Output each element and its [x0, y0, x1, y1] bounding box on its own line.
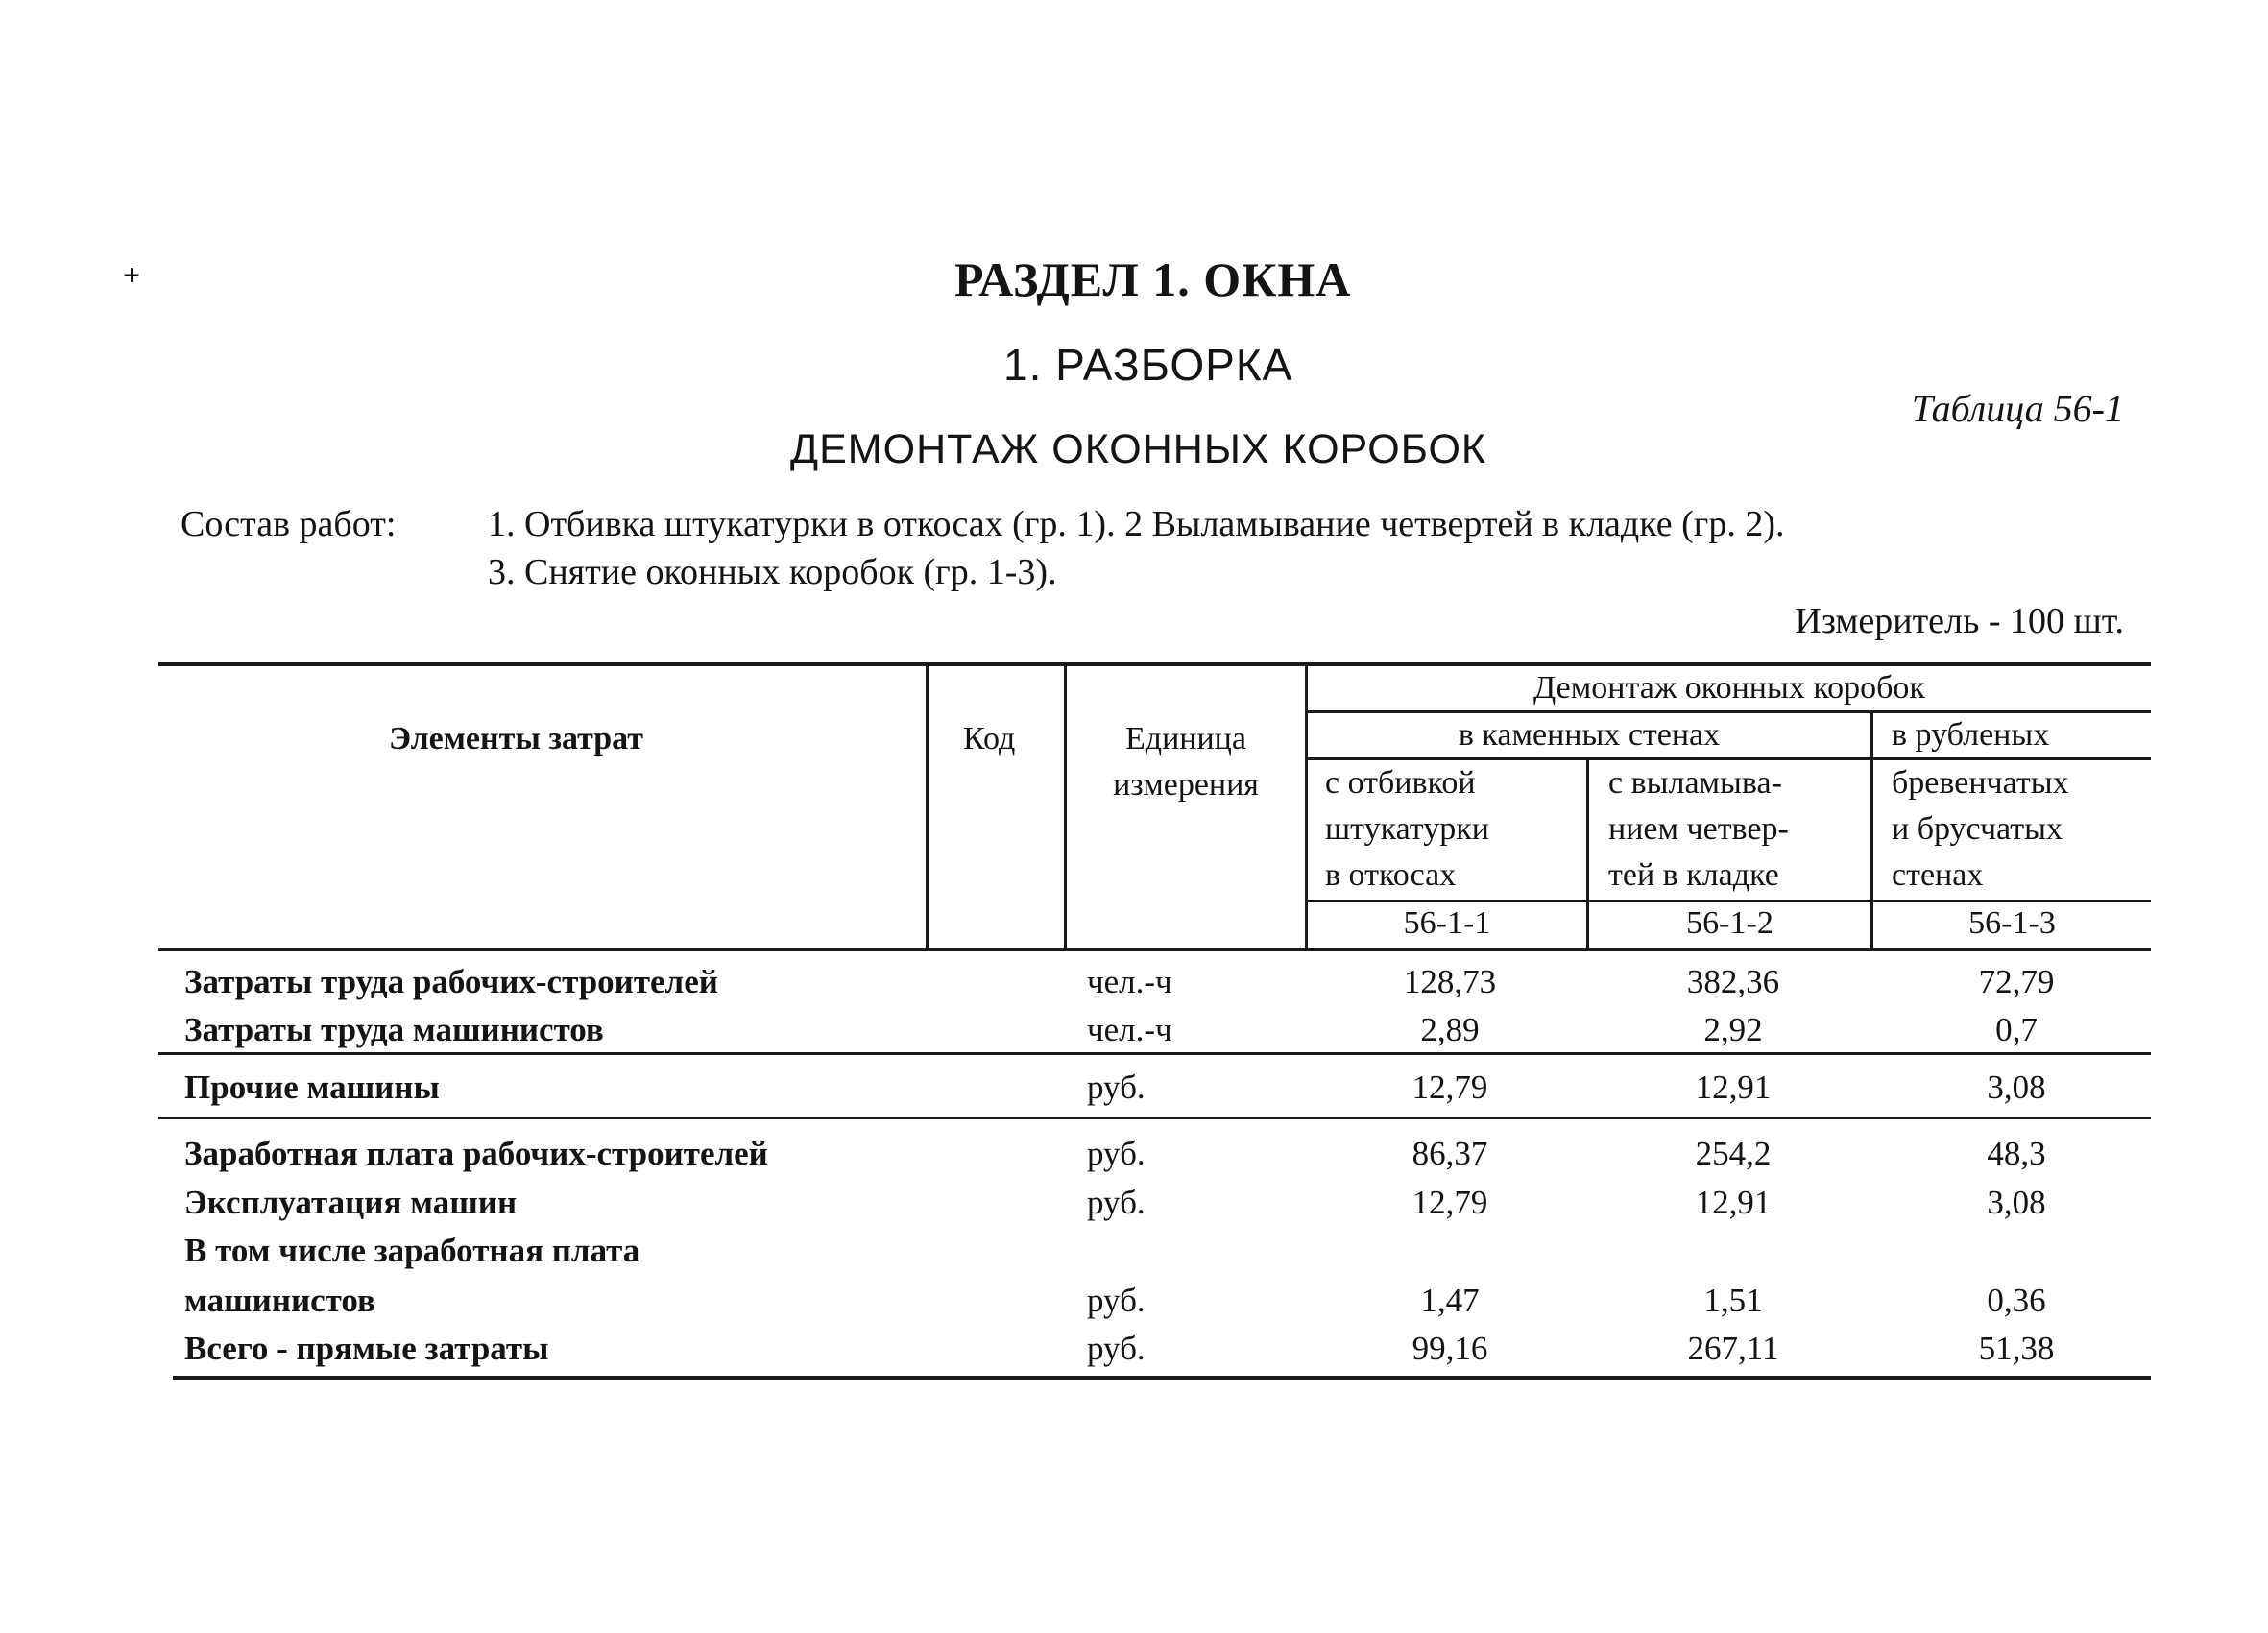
table-title: ДЕМОНТАЖ ОКОННЫХ КОРОБОК — [790, 426, 1486, 472]
header-code-col1: 56-1-1 — [1403, 905, 1491, 941]
row-value-3: 51,38 — [1978, 1330, 2055, 1367]
vline-code-left — [926, 662, 929, 949]
work-composition-line-1: 1. Отбивка штукатурки в откосах (гр. 1). 2 Выламывание четвертей в кладке (гр. 2). — [488, 504, 1785, 544]
header-log-line4: стенах — [1892, 857, 1984, 893]
header-unit-line1: Единица — [1125, 721, 1246, 756]
subsection-title: 1. РАЗБОРКА — [1003, 340, 1293, 390]
rule-after-labor — [158, 1052, 2151, 1055]
row-value-2: 382,36 — [1686, 963, 1780, 1000]
row-label: Затраты труда машинистов — [184, 1011, 604, 1048]
row-value-2: 267,11 — [1687, 1330, 1779, 1367]
work-composition-label: Состав работ: — [181, 504, 397, 544]
header-col2-line3: тей в кладке — [1608, 857, 1779, 893]
header-stone-walls: в каменных стенах — [1458, 717, 1721, 753]
header-code: Код — [963, 721, 1016, 756]
row-value-1: 128,73 — [1403, 963, 1497, 1000]
row-value-3: 72,79 — [1978, 963, 2055, 1000]
row-value-2: 2,92 — [1703, 1011, 1763, 1048]
row-value-1: 2,89 — [1420, 1011, 1480, 1048]
header-code-col2: 56-1-2 — [1686, 905, 1773, 941]
table-label: Таблица 56-1 — [1911, 387, 2124, 430]
header-elements: Элементы затрат — [389, 721, 643, 756]
row-unit: чел.-ч — [1087, 963, 1172, 1000]
header-log-line1: в рубленых — [1892, 717, 2050, 753]
row-unit: руб. — [1087, 1282, 1146, 1319]
row-value-3: 0,36 — [1987, 1282, 2046, 1319]
row-value-2: 1,51 — [1703, 1282, 1763, 1319]
row-label: Заработная плата рабочих-строителей — [184, 1135, 768, 1172]
row-label: машинистов — [184, 1282, 375, 1319]
header-unit-line2: измерения — [1113, 767, 1259, 803]
corner-mark: + — [123, 257, 141, 292]
row-value-1: 1,47 — [1420, 1282, 1480, 1319]
row-unit: руб. — [1087, 1184, 1146, 1221]
row-value-1: 99,16 — [1411, 1330, 1488, 1367]
row-value-2: 12,91 — [1695, 1069, 1772, 1106]
header-col2-line1: с выламыва- — [1608, 765, 1782, 801]
header-code-col3: 56-1-3 — [1968, 905, 2056, 941]
row-value-3: 0,7 — [1995, 1011, 2038, 1048]
header-log-line3: и брусчатых — [1892, 811, 2063, 847]
work-composition-line-2: 3. Снятие оконных коробок (гр. 1-3). — [488, 552, 1057, 592]
row-unit: чел.-ч — [1087, 1011, 1172, 1048]
row-value-3: 48,3 — [1987, 1135, 2046, 1172]
row-label: Эксплуатация машин — [184, 1184, 518, 1221]
row-value-2: 254,2 — [1695, 1135, 1772, 1172]
header-log-line2: бревенчатых — [1892, 765, 2069, 801]
header-col1-line2: штукатурки — [1325, 811, 1489, 847]
rule-after-machines — [158, 1117, 2151, 1119]
header-col1-line1: с отбивкой — [1325, 765, 1476, 801]
rule-header-bottom — [158, 948, 2151, 951]
row-value-2: 12,91 — [1695, 1184, 1772, 1221]
section-title: РАЗДЕЛ 1. ОКНА — [954, 252, 1352, 306]
row-unit: руб. — [1087, 1135, 1146, 1172]
row-label: В том числе заработная плата — [184, 1232, 640, 1269]
header-col2-line2: нием четвер- — [1608, 811, 1789, 847]
measure-unit: Измеритель - 100 шт. — [1795, 601, 2124, 641]
row-value-1: 12,79 — [1411, 1184, 1488, 1221]
table-bottom-rule — [173, 1376, 2151, 1380]
row-value-3: 3,08 — [1987, 1069, 2046, 1106]
row-value-1: 12,79 — [1411, 1069, 1488, 1106]
row-value-1: 86,37 — [1411, 1135, 1488, 1172]
header-col1-line3: в откосах — [1325, 857, 1457, 893]
header-group: Демонтаж оконных коробок — [1533, 670, 1925, 706]
row-label: Прочие машины — [184, 1069, 440, 1106]
row-unit: руб. — [1087, 1069, 1146, 1106]
row-label: Затраты труда рабочих-строителей — [184, 963, 718, 1000]
row-value-3: 3,08 — [1987, 1184, 2046, 1221]
row-label: Всего - прямые затраты — [184, 1330, 549, 1367]
row-unit: руб. — [1087, 1330, 1146, 1367]
